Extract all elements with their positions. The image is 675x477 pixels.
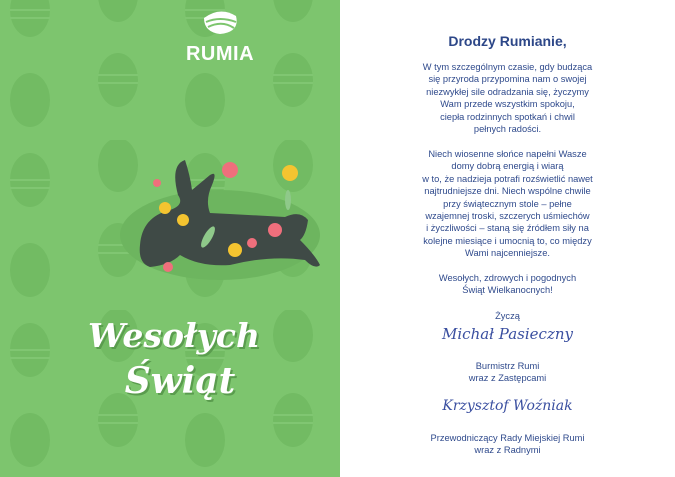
text-line: pełnych radości. (473, 124, 542, 135)
text-line: Świąt Wielkanocnych! (462, 285, 553, 296)
signature-council-chair: Krzysztof Woźniak (442, 398, 573, 414)
paragraph-2 (340, 148, 675, 260)
logo-icon (200, 8, 240, 36)
text-line: Wami najcenniejsze. (465, 248, 550, 259)
text-line: Przewodniczący Rady Miejskiej Rumi (430, 433, 585, 443)
paragraph-1 (340, 61, 675, 135)
text-line: przy świątecznym stole – pełne (443, 198, 572, 209)
cover-title-line1: Wesołych (88, 316, 260, 355)
signer-mayor (340, 360, 675, 385)
paragraph-3 (340, 272, 675, 297)
text-line: ciepła rodzinnych spotkań i chwil (440, 111, 575, 122)
floral-bunny-illustration (110, 155, 335, 295)
text-line: i życzliwości – staną się źródłem siły na (426, 223, 589, 234)
signer-council-chair (340, 432, 675, 457)
text-line: wraz z Radnymi (474, 445, 541, 456)
cover-title-line2: Świąt (124, 360, 236, 402)
logo-text: RUMIA (185, 43, 255, 65)
text-line: Burmistrz Rumi (475, 361, 540, 371)
text-line: w to, że nadzieja potrafi rozświetlić nawet (422, 173, 593, 184)
text-line: W tym szczególnym czasie, gdy budząca (422, 62, 593, 72)
letter-panel (340, 0, 675, 477)
text-line: wraz z Zastępcami (468, 373, 547, 384)
greeting-heading: Drodzy Rumianie, (448, 33, 567, 49)
text-line: wzajemnej troski, szczerych uśmiechów (425, 211, 590, 222)
text-line: się przyroda przypomina nam o swojej (428, 74, 587, 85)
rumia-logo (180, 8, 260, 66)
text-line: Niech wiosenne słońce napełni Wasze (428, 149, 587, 159)
text-line: domy dobrą energią i wiarą (451, 161, 564, 172)
text-line: Wam przede wszystkim spokoju, (440, 99, 575, 110)
wish-text: Życzą (495, 311, 520, 321)
signature-mayor: Michał Pasieczny (442, 325, 573, 343)
text-line: kolejne miesiące i umocnią to, co między (423, 235, 592, 246)
text-line: niezwykłej sile odradzania się, życzymy (426, 86, 589, 97)
text-line: najtrudniejsze dni. Niech wspólne chwile (424, 186, 591, 197)
text-line: Wesołych, zdrowych i pogodnych (438, 273, 577, 283)
